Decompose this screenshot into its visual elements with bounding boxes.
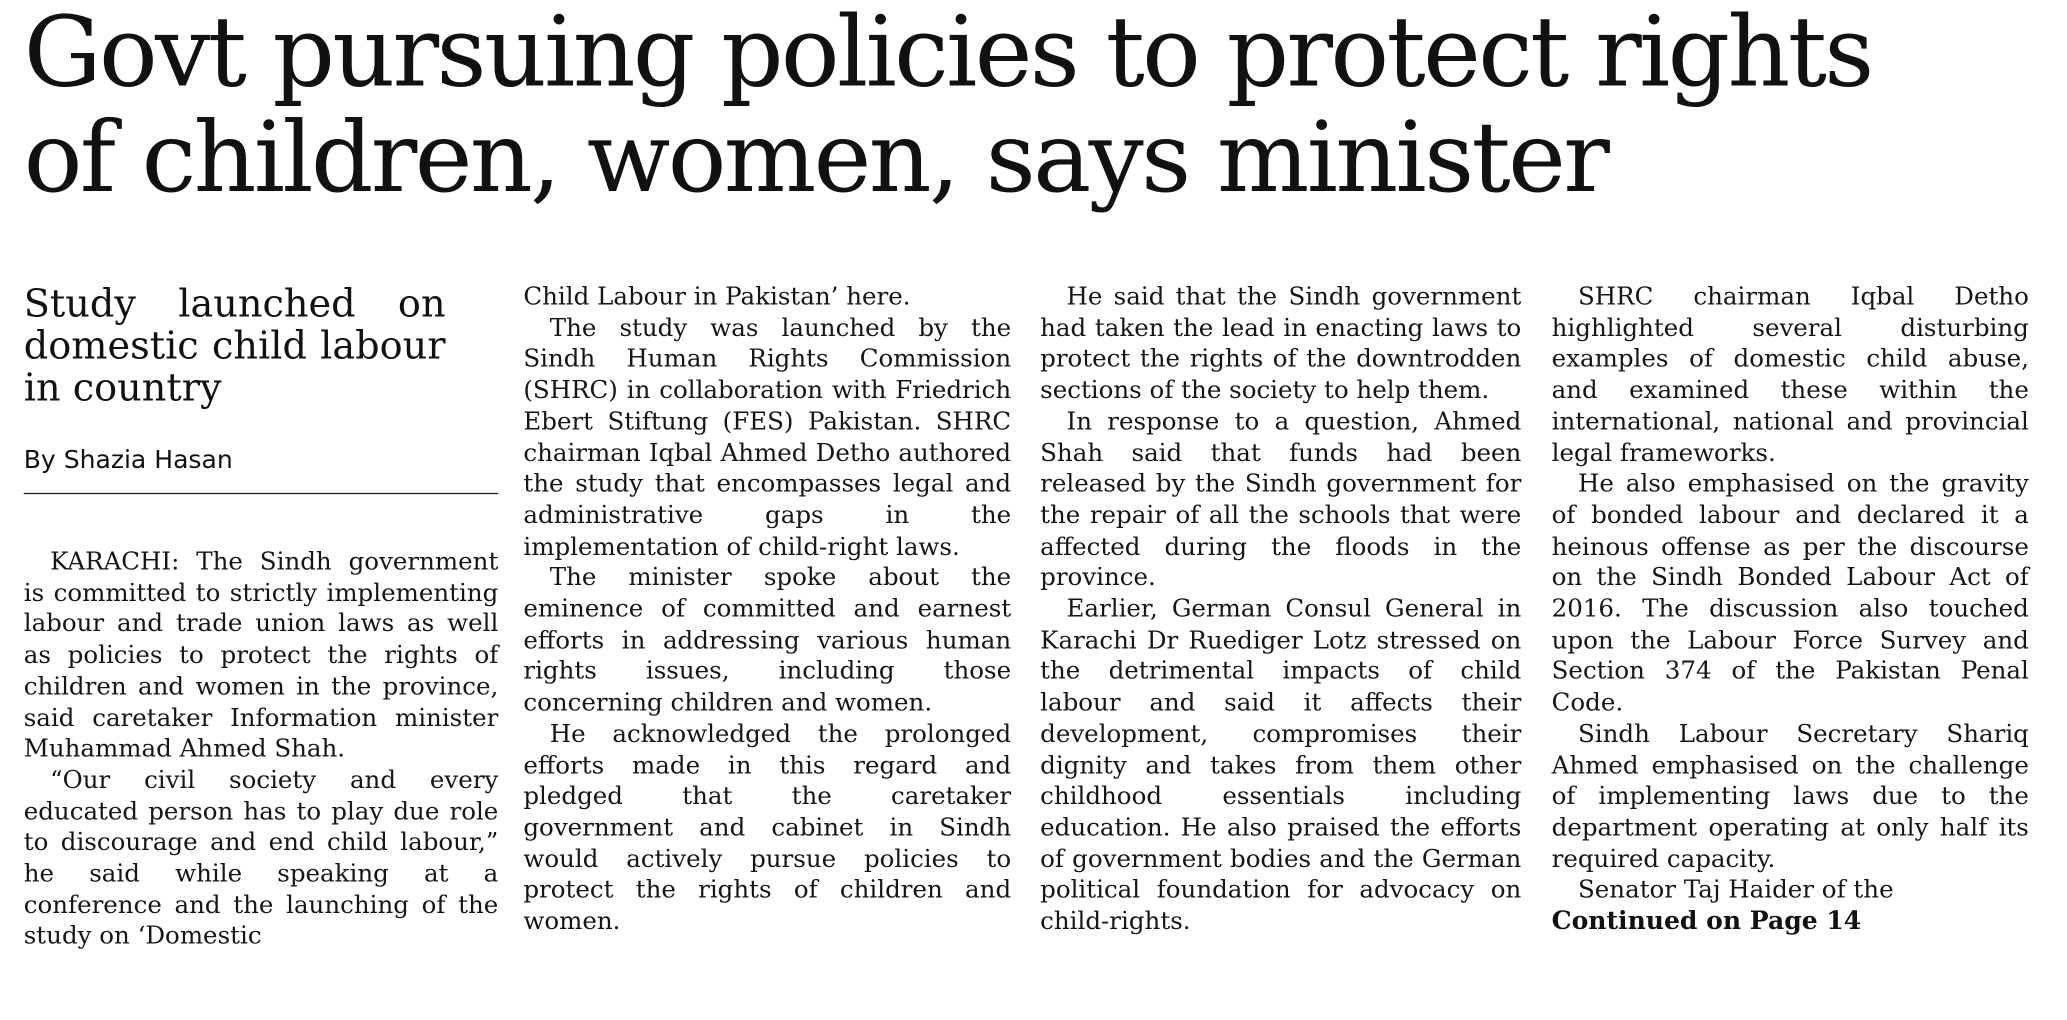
headline-line-1: Govt pursuing policies to protect rights [23,0,1872,110]
paragraph: The minister spoke about the eminence of committed and earnest efforts in addressing various human rights issues, including those concerning children and women. [523,564,1012,718]
paragraph: The study was launched by the Sindh Human Rights Commission (SHRC) in collaboration with Friedrich Ebert Stiftung (FES) Pakistan. SHRC chairman Iqbal Ahmed Detho authored the study that encompasses legal and administrative gaps in the implementation of child-right laws. [523,314,1012,561]
headline-line-2: of children, women, says minister [23,101,1608,215]
paragraph: In response to a question, Ahmed Shah said that funds had been released by the Sindh government for the repair of all the schools that were affected during the floods in the province. [1040,408,1522,593]
headline [23,0,2061,215]
paragraph: “Our civil society and every educated person has to play due role to discourage and end child labour,” he said while speaking at a conference and the launching of the study on ‘Domestic [23,766,499,951]
article-column-4 [1552,282,2029,938]
subheadline: Study launched on domestic child labour in country [23,280,446,410]
byline: By Shazia Hasan [24,445,499,494]
paragraph: Sindh Labour Secretary Shariq Ahmed emphasised on the challenge of implementing laws due to the department operating at only half its required capacity. [1551,720,2029,874]
continued-on-link[interactable]: Continued on Page 14 [1551,906,1862,936]
paragraph: Earlier, German Consul General in Karachi Dr Ruediger Lotz stressed on the detrimental impacts of child labour and said it affects their development, compromises their dignity and takes from them other childhood essentials including education. He also praised the efforts of government bodies and the German political foundation for advocacy on child-rights. [1040,595,1522,936]
paragraph: KARACHI: The Sindh government is committed to strictly implementing labour and trade union laws as well as policies to protect the rights of children and women in the province, said caretaker Information minister Muhammad Ahmed Shah. [23,548,499,764]
article-column-2 [523,282,1011,938]
paragraph: He acknowledged the prolonged efforts made in this regard and pledged that the caretaker government and cabinet in Sindh would actively pursue policies to protect the rights of children and women. [523,720,1012,936]
paragraph: Child Labour in Pakistan’ here. [523,283,911,312]
paragraph: SHRC chairman Iqbal Detho highlighted several disturbing examples of domestic child abuse, and examined these within the international, national and provincial legal frameworks. [1551,283,2029,468]
paragraph: Senator Taj Haider of the [1578,876,1894,905]
article-column-3 [1040,282,1521,938]
article-column-1 [24,282,499,953]
paragraph: He said that the Sindh government had taken the lead in enacting laws to protect the rights of the downtrodden sections of the society to help them. [1040,283,1522,405]
paragraph: He also emphasised on the gravity of bonded labour and declared it a heinous offense as per the discourse on the Sindh Bonded Labour Act of 2016. The discussion also touched upon the Labour Force Survey and Section 374 of the Pakistan Penal Code. [1551,470,2029,718]
